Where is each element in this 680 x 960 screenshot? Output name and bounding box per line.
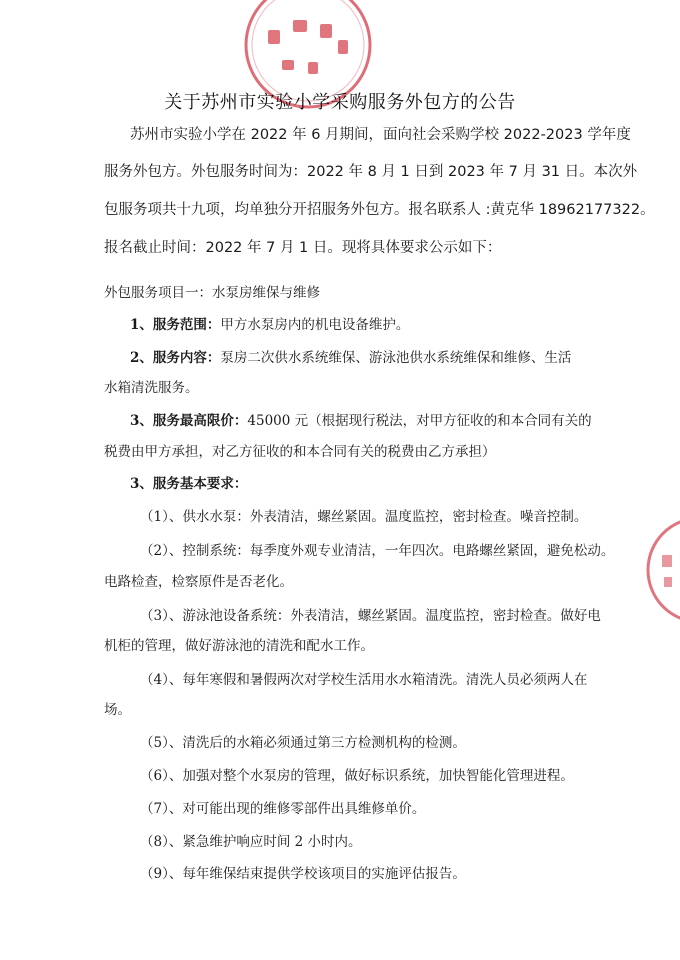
requirement-item: （5）、清洗后的水箱必须通过第三方检测机构的检测。 — [140, 735, 466, 751]
edge-seal-stamp — [642, 515, 680, 625]
intro-line-2: 服务外包方。外包服务时间为：2022 年 8 月 1 日到 2023 年 7 月 31 日。本次外 — [104, 164, 638, 180]
requirement-item: （8）、紧急维护响应时间 2 小时内。 — [140, 834, 362, 850]
limit-text-1: 45000 元（根据现行税法，对甲方征收的和本合同有关的 — [247, 413, 592, 429]
requirement-item: （7）、对可能出现的维修零部件出具维修单价。 — [140, 801, 426, 817]
requirements-label: 3、服务基本要求： — [130, 476, 248, 492]
scope-text: 甲方水泵房内的机电设备维护。 — [220, 317, 410, 333]
scope-label: 1、服务范围： — [130, 317, 221, 333]
limit-line — [130, 409, 592, 429]
requirement-item: （9）、每年维保结束提供学校该项目的实施评估报告。 — [140, 866, 466, 882]
requirement-item-cont: 场。 — [104, 702, 131, 718]
requirement-item: （4）、每年寒假和暑假两次对学校生活用水水箱清洗。清洗人员必须两人在 — [140, 672, 588, 688]
limit-label: 3、服务最高限价： — [130, 413, 248, 429]
content-text-1: 泵房二次供水系统维保、游泳池供水系统维保和维修、生活 — [220, 350, 572, 366]
content-line — [130, 346, 571, 366]
requirement-item: （1）、供水水泵：外表清洁，螺丝紧固。温度监控，密封检查。噪音控制。 — [140, 509, 588, 525]
intro-line-3: 包服务项共十九项，均单独分开招服务外包方。报名联系人 :黄克华 18962177322。 — [104, 202, 655, 218]
document-title: 关于苏州市实验小学采购服务外包方的公告 — [164, 92, 516, 113]
requirement-item: （6）、加强对整个水泵房的管理，做好标识系统，加快智能化管理进程。 — [140, 768, 574, 784]
limit-text-2: 税费由甲方承担，对乙方征收的和本合同有关的税费由乙方承担） — [104, 444, 496, 460]
intro-line-4: 报名截止时间：2022 年 7 月 1 日。现将具体要求公示如下： — [104, 240, 502, 256]
scope-line — [130, 313, 409, 333]
content-text-2: 水箱清洗服务。 — [104, 380, 199, 396]
requirement-item-cont: 机柜的管理，做好游泳池的清洗和配水工作。 — [104, 638, 374, 654]
content-label: 2、服务内容： — [130, 350, 221, 366]
requirement-item: （2）、控制系统：每季度外观专业清洁，一年四次。电路螺丝紧固，避免松动。 — [140, 543, 615, 559]
intro-line-1: 苏州市实验小学在 2022 年 6 月期间，面向社会采购学校 2022-2023 学年度 — [130, 127, 631, 143]
project-title: 外包服务项目一：水泵房维保与维修 — [104, 285, 320, 301]
requirement-item: （3）、游泳池设备系统：外表清洁，螺丝紧固。温度监控，密封检查。做好电 — [140, 608, 601, 624]
requirement-item-cont: 电路检查，检察原件是否老化。 — [104, 574, 293, 590]
